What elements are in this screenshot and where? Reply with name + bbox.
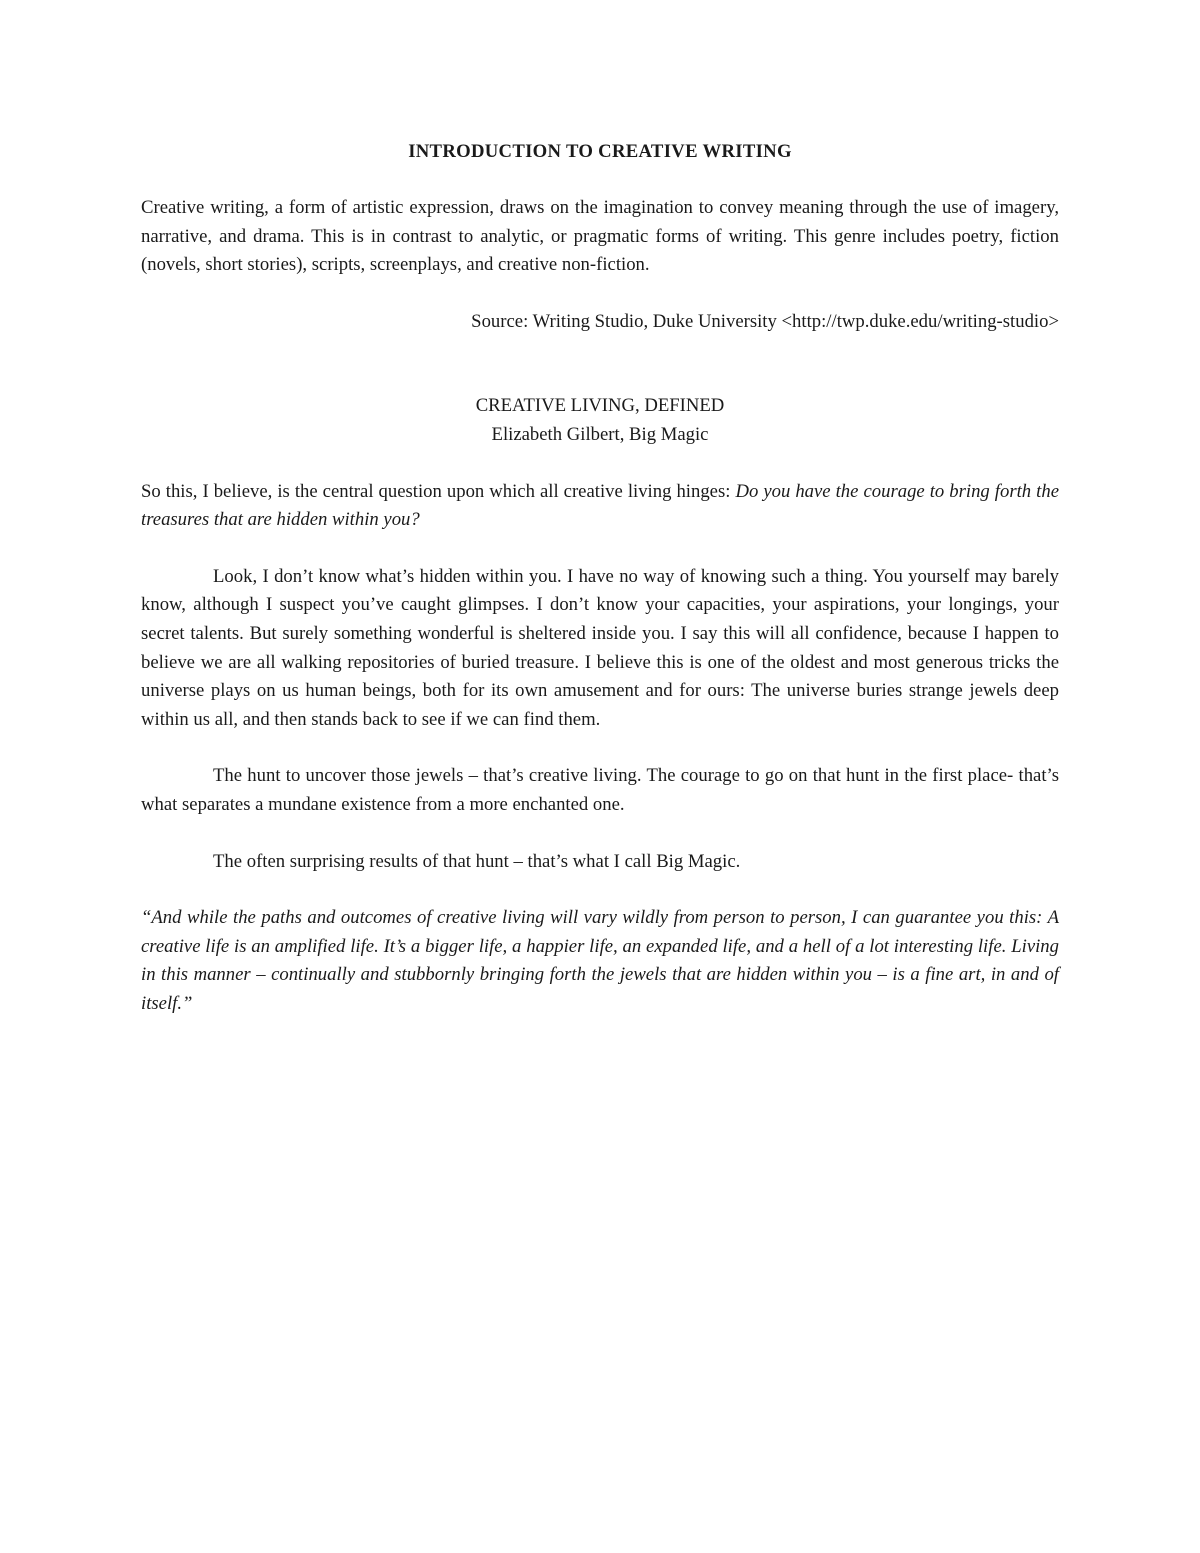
section-title: CREATIVE LIVING, DEFINED [475, 395, 725, 417]
intro-paragraph: Creative writing, a form of artistic expression, draws on the imagination to convey meaning through the use of imagery, narrative, and drama. This is in contrast to analytic, or pragmatic forms of writing. This genre includes poetry, fiction (novels, short stories), scripts, screenplays, and creative non-fiction. [141, 197, 1059, 276]
document-page [141, 138, 1059, 1018]
body-paragraph-2: The hunt to uncover those jewels – that’s creative living. The courage to go on that hunt in the first place- that’s what separates a mundane existence from a more enchanted one. [141, 765, 1059, 815]
body-paragraph-1: Look, I don’t know what’s hidden within you. I have no way of knowing such a thing. You yourself may barely know, although I suspect you’ve caught glimpses. I don’t know your capacities, your aspirations, your longings, your secret talents. But surely something wonderful is sheltered inside you. I say this will all confidence, because I happen to believe we are all walking repositories of buried treasure. I believe this is one of the oldest and most generous tricks the universe plays on us human beings, both for its own amusement and for ours: The universe buries strange jewels deep within us all, and then stands back to see if we can find them. [141, 565, 1059, 730]
closing-quote: “And while the paths and outcomes of creative living will vary wildly from person to person, I can guarantee you this: A creative life is an amplified life. It’s a bigger life, a happier life, an expanded life, and a hell of a lot interesting life. Living in this manner – continually and stubbornly bringing forth the jewels that are hidden within you – is a fine art, in and of itself.” [141, 907, 1059, 1014]
question-italic: Do you have the courage to bring forth the treasures that are hidden within you? [141, 480, 1059, 531]
section-byline: Elizabeth Gilbert, Big Magic [491, 423, 709, 445]
source-citation: Source: Writing Studio, Duke University <http://twp.duke.edu/writing-studio> [471, 310, 1059, 332]
question-lead: So this, I believe, is the central question upon which all creative living hinges: [141, 480, 736, 502]
body-paragraph-3: The often surprising results of that hunt – that’s what I call Big Magic. [213, 850, 741, 872]
document-title: INTRODUCTION TO CREATIVE WRITING [408, 141, 792, 162]
central-question [141, 478, 1059, 535]
